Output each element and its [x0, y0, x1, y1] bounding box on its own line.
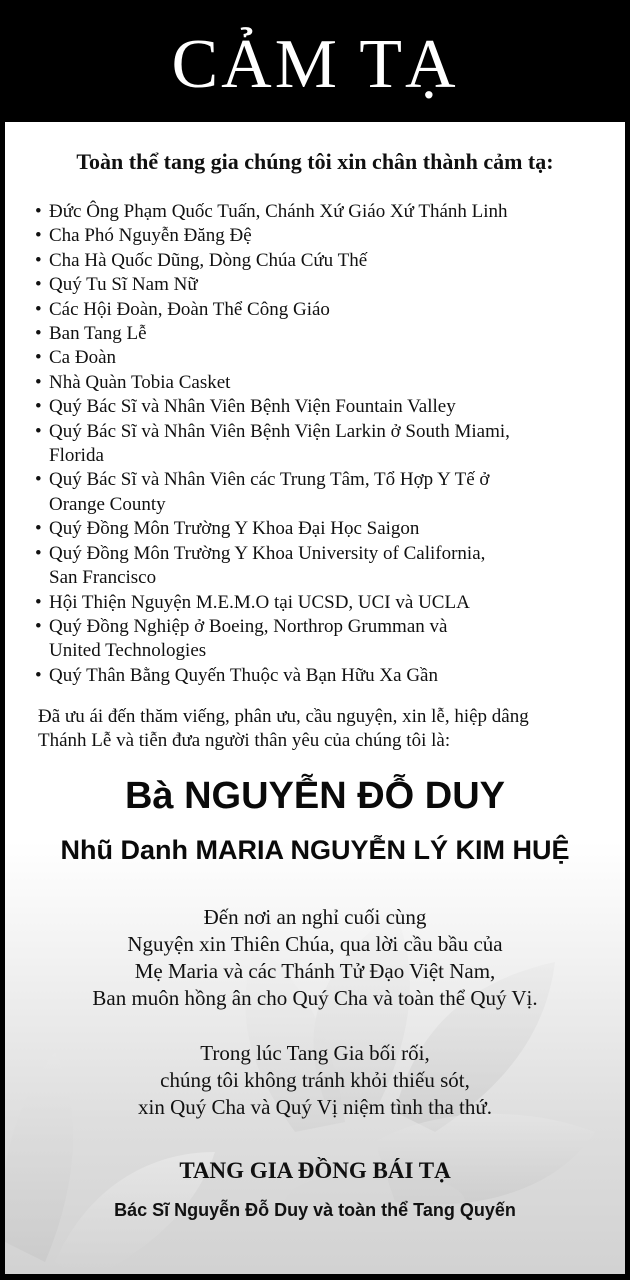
text-line: Thánh Lễ và tiễn đưa người thân yêu của chúng tôi là:	[38, 730, 451, 752]
bullet-icon: •	[35, 664, 42, 686]
recipient-text	[49, 273, 595, 297]
text-line: Orange County	[49, 493, 166, 515]
text-line: Cha Hà Quốc Dũng, Dòng Chúa Cứu Thế	[49, 249, 368, 271]
text-line: Đức Ông Phạm Quốc Tuấn, Chánh Xứ Giáo Xứ Thánh Linh	[49, 201, 508, 222]
recipient-item	[35, 273, 595, 297]
deceased-name: Bà NGUYỄN ĐỖ DUY	[124, 775, 506, 817]
bullet-icon: •	[35, 469, 42, 491]
thanks-paragraph	[38, 705, 598, 754]
text-line: Đến nơi an nghỉ cuối cùng	[203, 905, 427, 929]
text-line: Cha Phó Nguyễn Đăng Đệ	[49, 225, 252, 247]
text-line: United Technologies	[49, 640, 207, 662]
bullet-icon: •	[35, 249, 42, 271]
recipient-item	[35, 591, 595, 615]
bullet-icon: •	[35, 225, 42, 247]
recipient-item	[35, 224, 595, 248]
text-line: xin Quý Cha và Quý Vị niệm tình tha thứ.	[138, 1095, 492, 1119]
recipient-item	[35, 468, 595, 517]
recipient-item	[35, 249, 595, 273]
recipient-text	[49, 371, 595, 395]
text-line: Quý Đồng Môn Trường Y Khoa University of California,	[49, 542, 486, 564]
bullet-icon: •	[35, 323, 42, 345]
text-line: Các Hội Đoàn, Đoàn Thể Công Giáo	[49, 298, 330, 320]
recipient-item	[35, 664, 595, 688]
text-line: Florida	[49, 445, 104, 467]
text-line: Quý Bác Sĩ và Nhân Viên các Trung Tâm, Tổ Hợp Y Tế ở	[49, 469, 490, 491]
header-title: CẢM TẠ	[171, 26, 459, 103]
text-line: Mẹ Maria và các Thánh Tử Đạo Việt Nam,	[134, 959, 496, 983]
text-line: Quý Đồng Môn Trường Y Khoa Đại Học Saigon	[49, 518, 420, 540]
recipient-text	[49, 298, 595, 322]
bullet-icon: •	[35, 347, 42, 369]
signature-line: Bác Sĩ Nguyễn Đỗ Duy và toàn thể Tang Quyến	[114, 1200, 516, 1220]
bullet-icon: •	[35, 396, 42, 418]
recipient-item	[35, 322, 595, 346]
text-line: Quý Bác Sĩ và Nhân Viên Bệnh Viện Fountain Valley	[49, 396, 456, 418]
bullet-icon: •	[35, 591, 42, 613]
recipient-text	[49, 322, 595, 346]
text-line: Đã ưu ái đến thăm viếng, phân ưu, cầu nguyện, xin lễ, hiệp dâng	[38, 706, 529, 727]
notice-panel	[5, 122, 625, 1274]
recipient-item	[35, 200, 595, 224]
recipient-item	[35, 517, 595, 541]
recipient-text	[49, 395, 595, 419]
recipient-item	[35, 615, 595, 664]
text-line: Quý Bác Sĩ và Nhân Viên Bệnh Viện Larkin ở South Miami,	[49, 420, 510, 442]
recipient-item	[35, 542, 595, 591]
bullet-icon: •	[35, 274, 42, 296]
recipient-item	[35, 395, 595, 419]
text-line: Nhà Quàn Tobia Casket	[49, 371, 231, 393]
bullet-icon: •	[35, 298, 42, 320]
text-line: Trong lúc Tang Gia bối rối,	[200, 1041, 430, 1065]
text-line: Quý Tu Sĩ Nam Nữ	[49, 274, 198, 296]
text-line: Quý Thân Bằng Quyến Thuộc và Bạn Hữu Xa Gần	[49, 664, 438, 686]
apology-paragraph	[5, 1040, 625, 1121]
bullet-icon: •	[35, 201, 42, 222]
text-line: Ban muôn hồng ân cho Quý Cha và toàn thể Quý Vị.	[92, 986, 538, 1010]
text-line: Hội Thiện Nguyện M.E.M.O tại UCSD, UCI và UCLA	[49, 591, 470, 613]
text-line: chúng tôi không tránh khỏi thiếu sót,	[160, 1068, 470, 1092]
deceased-religious-name: Nhũ Danh MARIA NGUYỄN LÝ KIM HUỆ	[60, 835, 570, 865]
recipient-text	[49, 517, 595, 541]
recipient-item	[35, 371, 595, 395]
recipient-text	[49, 420, 595, 469]
recipient-item	[35, 298, 595, 322]
text-line: San Francisco	[49, 567, 157, 589]
bullet-icon: •	[35, 615, 42, 637]
recipient-item	[35, 420, 595, 469]
recipient-text	[49, 200, 595, 224]
text-line: Ban Tang Lễ	[49, 323, 147, 345]
bullet-icon: •	[35, 518, 42, 540]
text-line: Ca Đoàn	[49, 347, 117, 369]
bullet-icon: •	[35, 420, 42, 442]
bullet-icon: •	[35, 542, 42, 564]
recipient-text	[49, 615, 595, 664]
recipient-list	[35, 200, 595, 688]
recipient-text	[49, 542, 595, 591]
bullet-icon: •	[35, 371, 42, 393]
recipient-text	[49, 664, 595, 688]
recipient-item	[35, 346, 595, 370]
recipient-text	[49, 591, 595, 615]
recipient-text	[49, 468, 595, 517]
prayer-paragraph	[5, 904, 625, 1012]
closing-line: TANG GIA ĐỒNG BÁI TẠ	[179, 1158, 451, 1183]
text-line: Quý Đồng Nghiệp ở Boeing, Northrop Grumman và	[49, 615, 448, 637]
text-line: Nguyện xin Thiên Chúa, qua lời cầu bầu của	[127, 932, 503, 956]
header-band	[0, 0, 630, 122]
intro-heading: Toàn thể tang gia chúng tôi xin chân thành cảm tạ:	[76, 149, 554, 174]
recipient-text	[49, 249, 595, 273]
recipient-text	[49, 224, 595, 248]
recipient-text	[49, 346, 595, 370]
